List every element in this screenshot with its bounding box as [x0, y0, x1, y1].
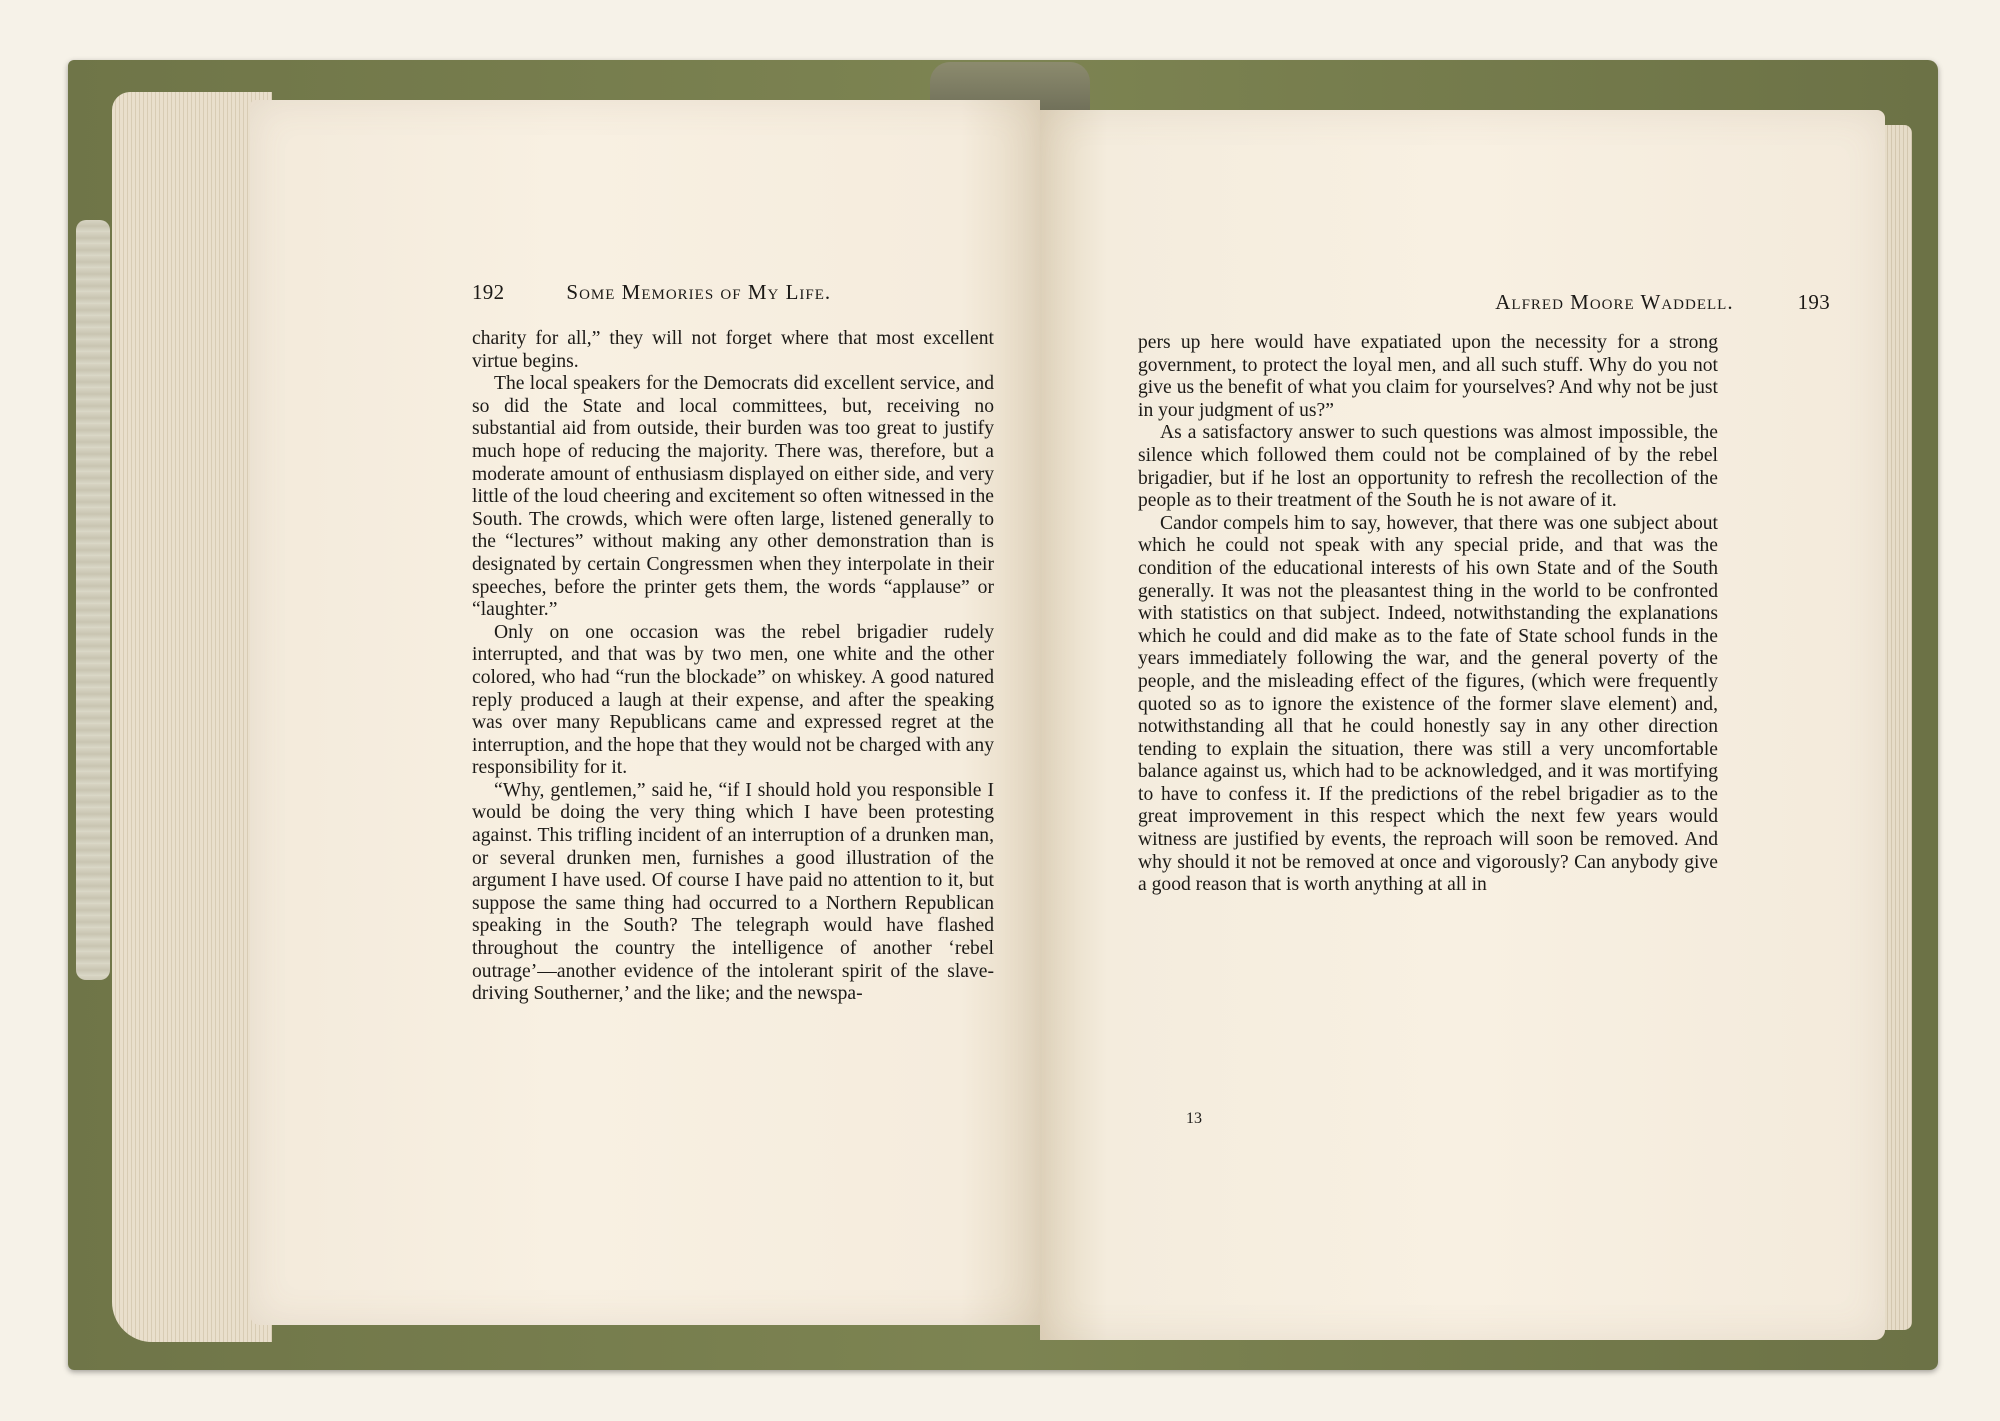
left-paragraph-1: charity for all,” they will not forget where that most excellent virtue begins.	[472, 328, 994, 372]
right-paragraph-3: Candor compels him to say, however, that there was one subject about which he could not speak with any special pride, and that was the condition of the educational interests of his own State and of the South generally. It was not the pleasantest thing in the world to be confronted with statistics on that subject. Indeed, notwithstanding the explanations which he could and did make as to the fate of State school funds in the years immediately following the war, and the general poverty of the people, and the misleading effect of the figures, (which were frequently quoted so as to ignore the existence of the former slave element) and, notwithstanding all that he could honestly say in any other direction tending to explain the situation, there was still a very uncomfortable balance against us, which had to be acknowledged, and it was mortifying to have to confess it. If the predictions of the rebel brigadier as to the great improvement in this respect which the next few years would witness are justified by events, the reproach will soon be removed. And why should it not be removed at once and vigorously? Can anybody give a good reason that is worth anything at all in	[1138, 512, 1718, 896]
left-page-stack	[112, 92, 272, 1342]
left-page	[250, 100, 1040, 1325]
left-paragraph-2: The local speakers for the Democrats did excellent service, and so did the State and local committees, but, receiving no substantial aid from outside, their burden was too great to justify much hope of reducing the majority. There was, therefore, but a moderate amount of enthusiasm displayed on either side, and very little of the loud cheering and excitement so often witnessed in the South. The crowds, which were often large, listened generally to the “lectures” without making any other demonstration than is designated by certain Congressmen when they interpolate in their speeches, before the printer gets them, the words “applause” or “laughter.”	[472, 373, 994, 621]
left-page-text	[472, 328, 994, 1006]
right-page-header	[1270, 290, 1830, 315]
torn-paper-edge	[76, 220, 110, 980]
right-paragraph-2: As a satisfactory answer to such questions was almost impossible, the silence which followed them could not be complained of by the rebel brigadier, but if he lost an opportunity to refresh the recollection of the people as to their treatment of the South he is not aware of it.	[1138, 422, 1718, 512]
right-page-number: 193	[1797, 290, 1830, 314]
left-paragraph-3: Only on one occasion was the rebel brigadier rudely interrupted, and that was by two men, one white and the other colored, who had “run the blockade” on whiskey. A good natured reply produced a laugh at their expense, and after the speaking was over many Republicans came and expressed regret at the interruption, and the hope that they would not be charged with any responsibility for it.	[472, 621, 995, 779]
left-page-header	[472, 280, 1012, 305]
left-running-title: Some Memories of My Life.	[566, 280, 832, 304]
signature-mark: 13	[1186, 1110, 1202, 1127]
right-page	[1040, 110, 1885, 1340]
right-paragraph-1: pers up here would have expatiated upon the necessity for a strong government, to protect the loyal men, and all such stuff. Why do you not give us the benefit of what you claim for yourselves? And why not be just in your judgment of us?”	[1138, 332, 1718, 421]
left-page-number: 192	[472, 280, 505, 304]
left-paragraph-4: “Why, gentlemen,” said he, “if I should hold you responsible I would be doing the very thing which I have been protesting against. This trifling incident of an interruption of a drunken man, or several drunken men, furnishes a good illustration of the argument I have used. Of course I have paid no attention to it, but suppose the same thing had occurred to a Northern Republican speaking in the South? The telegraph would have flashed throughout the country the intelligence of another ‘rebel outrage’—another evidence of the intolerant spirit of the slave-driving Southerner,’ and the like; and the newspa-	[472, 779, 994, 1005]
right-running-title: Alfred Moore Waddell.	[1495, 290, 1734, 314]
right-page-text	[1138, 332, 1718, 897]
